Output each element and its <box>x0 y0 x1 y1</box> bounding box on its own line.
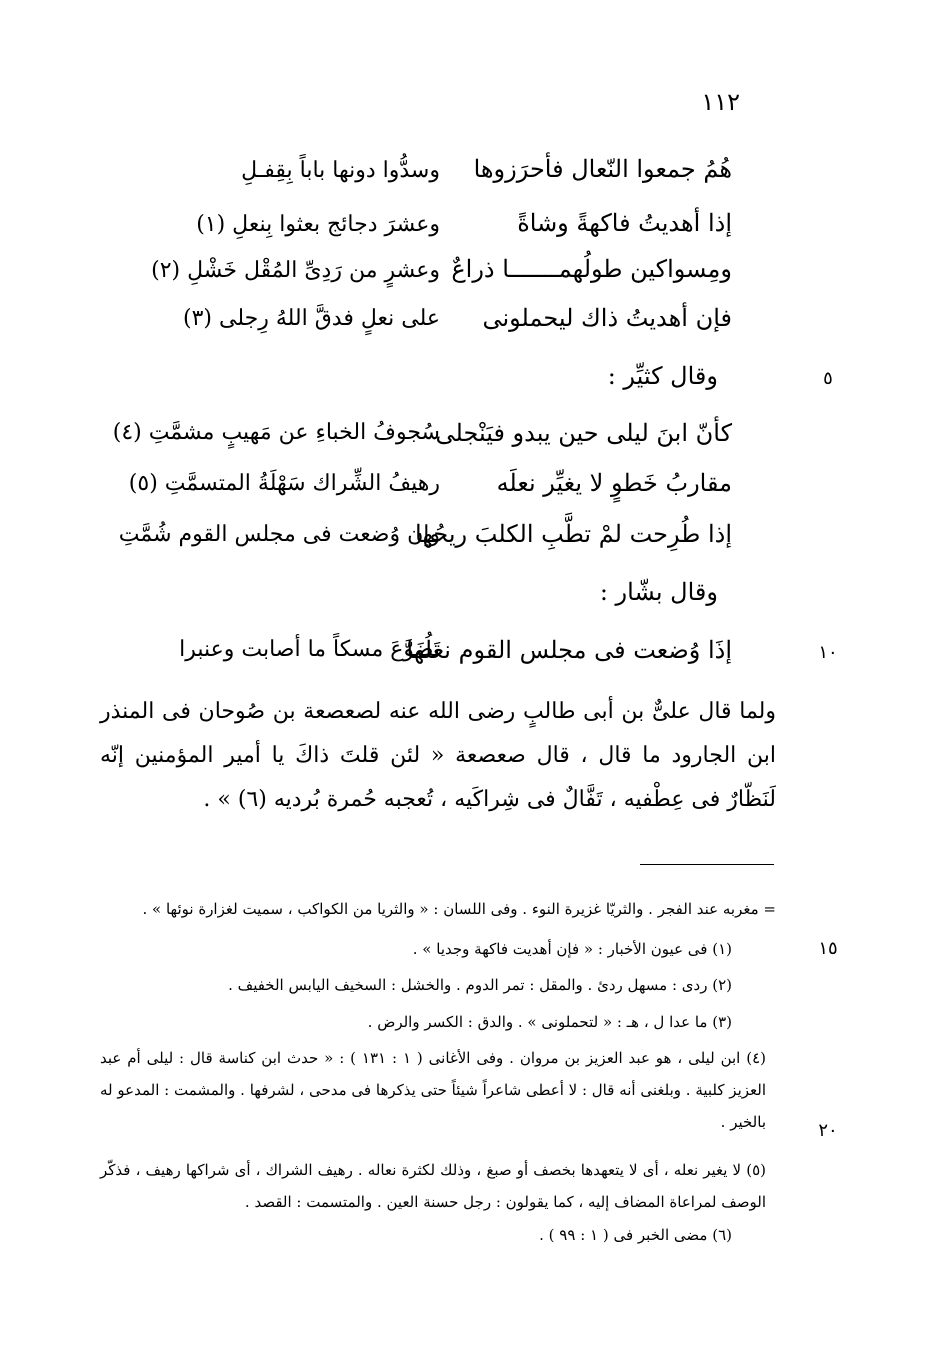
line-number: ٥ <box>823 368 833 389</box>
verse-hemistich-right: مقاربُ خَطوٍ لا يغيِّر نعلَه <box>496 469 732 497</box>
verse-hemistich-left: وإن وُضعت فى مجلس القوم شُمَّتِ <box>118 522 440 547</box>
line-number: ١٠ <box>818 642 838 663</box>
poet-intro-kuthayyir: وقال كثيِّر : <box>607 362 718 390</box>
verse-hemistich-right: هُمُ جمعوا النّعال فأحرَزوها <box>473 155 732 183</box>
footnote-3: (٣) ما عدا ل ، هـ : « لتحملونى » . والدق : الكسر والرض . <box>367 1013 732 1031</box>
footnote-5: (٥) لا يغير نعله ، أى لا يتعهدها بخصف أو صبغ ، وذلك لكثرة نعاله . رهيف الشراك ، أى شراكها رهيف ، فذكّر الوصف لمراعاة المضاف إليه ، كما يقولون : رجل حسنة العين . والمتسمت : القصد . <box>100 1161 766 1211</box>
verse-hemistich-right: فإن أهديتُ ذاك ليحملونى <box>482 304 732 332</box>
footnote-1: (١) فى عيون الأخبار : « فإن أهديت فاكهة وجديا » . <box>412 940 732 958</box>
verse-hemistich-left: سُجوفُ الخباءِ عن مَهيبٍ مشمَّتِ (٤) <box>112 420 440 445</box>
page-number: ١١٢ <box>701 88 740 116</box>
verse-hemistich-left: على نعلٍ فدقَّ اللهُ رِجلى (٣) <box>183 306 440 331</box>
line-number: ٢٠ <box>818 1120 838 1141</box>
footnote-6: (٦) مضى الخبر فى ( ١ : ٩٩ ) . <box>539 1226 732 1244</box>
line-number: ١٥ <box>818 938 838 959</box>
verse-hemistich-right: إذا أهديتُ فاكهةً وشاةً <box>517 209 732 237</box>
prose-paragraph: ولما قال علىٌّ بن أبى طالبٍ رضى الله عنه لصعصعة بن صُوحان فى المنذر ابن الجارود ما قال ، قال صعصعة « لئن قلتَ ذاكَ يا أمير المؤمنين إنّه لَنَظّارٌ فى عِطْفيه ، تَفَّالٌ فى شِراكَيه ، تُعجبه حُمرة بُرديه (٦) » . <box>100 699 776 812</box>
verse-hemistich-left: وعشرٍ من رَدِىِّ المُقْل خَشْلِ (٢) <box>151 258 440 283</box>
verse-hemistich-right: إذَا وُضعت فى مجلس القوم نعلُها <box>406 636 732 664</box>
verse-hemistich-right: كأنّ ابنَ ليلى حين يبدو فيَنْجلى <box>435 419 732 447</box>
verse-hemistich-left: وسدُّوا دونها باباً بِقِفـلِ <box>241 158 440 183</box>
footnote-continuation: = مغربه عند الفجر . والثريّا غزيرة النوء . وفى اللسان : « والثريا من الكواكب ، سميت لغزارة نوئها » . <box>142 900 776 918</box>
verse-hemistich-left: رهيفُ الشِّراك سَهْلَةُ المتسمَّتِ (٥) <box>128 471 440 496</box>
verse-hemistich-left: وعشرَ دجائج بعثوا بِنعلِ (١) <box>196 212 440 237</box>
footnote-divider <box>640 864 774 865</box>
verse-hemistich-right: ومِسواكين طولُهمـــــــا ذراعٌ <box>451 255 732 283</box>
verse-hemistich-left: تَضَوَّعَ مسكاً ما أصابت وعنبرا <box>179 637 440 662</box>
footnote-4: (٤) ابن ليلى ، هو عبد العزيز بن مروان . وفى الأغانى ( ١ : ١٣١ ) : « حدث ابن كناسة قال : ليلى أم عبد العزيز كلبية . وبلغنى أنه قال : لا أعطى شاعراً شيئاً حتى يذكرها فى مدحى ، لشرفها . والمشمت : المدعو له بالخير . <box>100 1049 766 1131</box>
footnote-2: (٢) ردى : مسهل ردئ . والمقل : تمر الدوم . والخشل : السخيف اليابس الخفيف . <box>228 976 732 994</box>
verse-hemistich-right: إذا طُرِحت لمْ تطَّبِ الكلبَ ريحُها <box>414 520 732 548</box>
poet-intro-bashshar: وقال بشّار : <box>599 578 718 606</box>
